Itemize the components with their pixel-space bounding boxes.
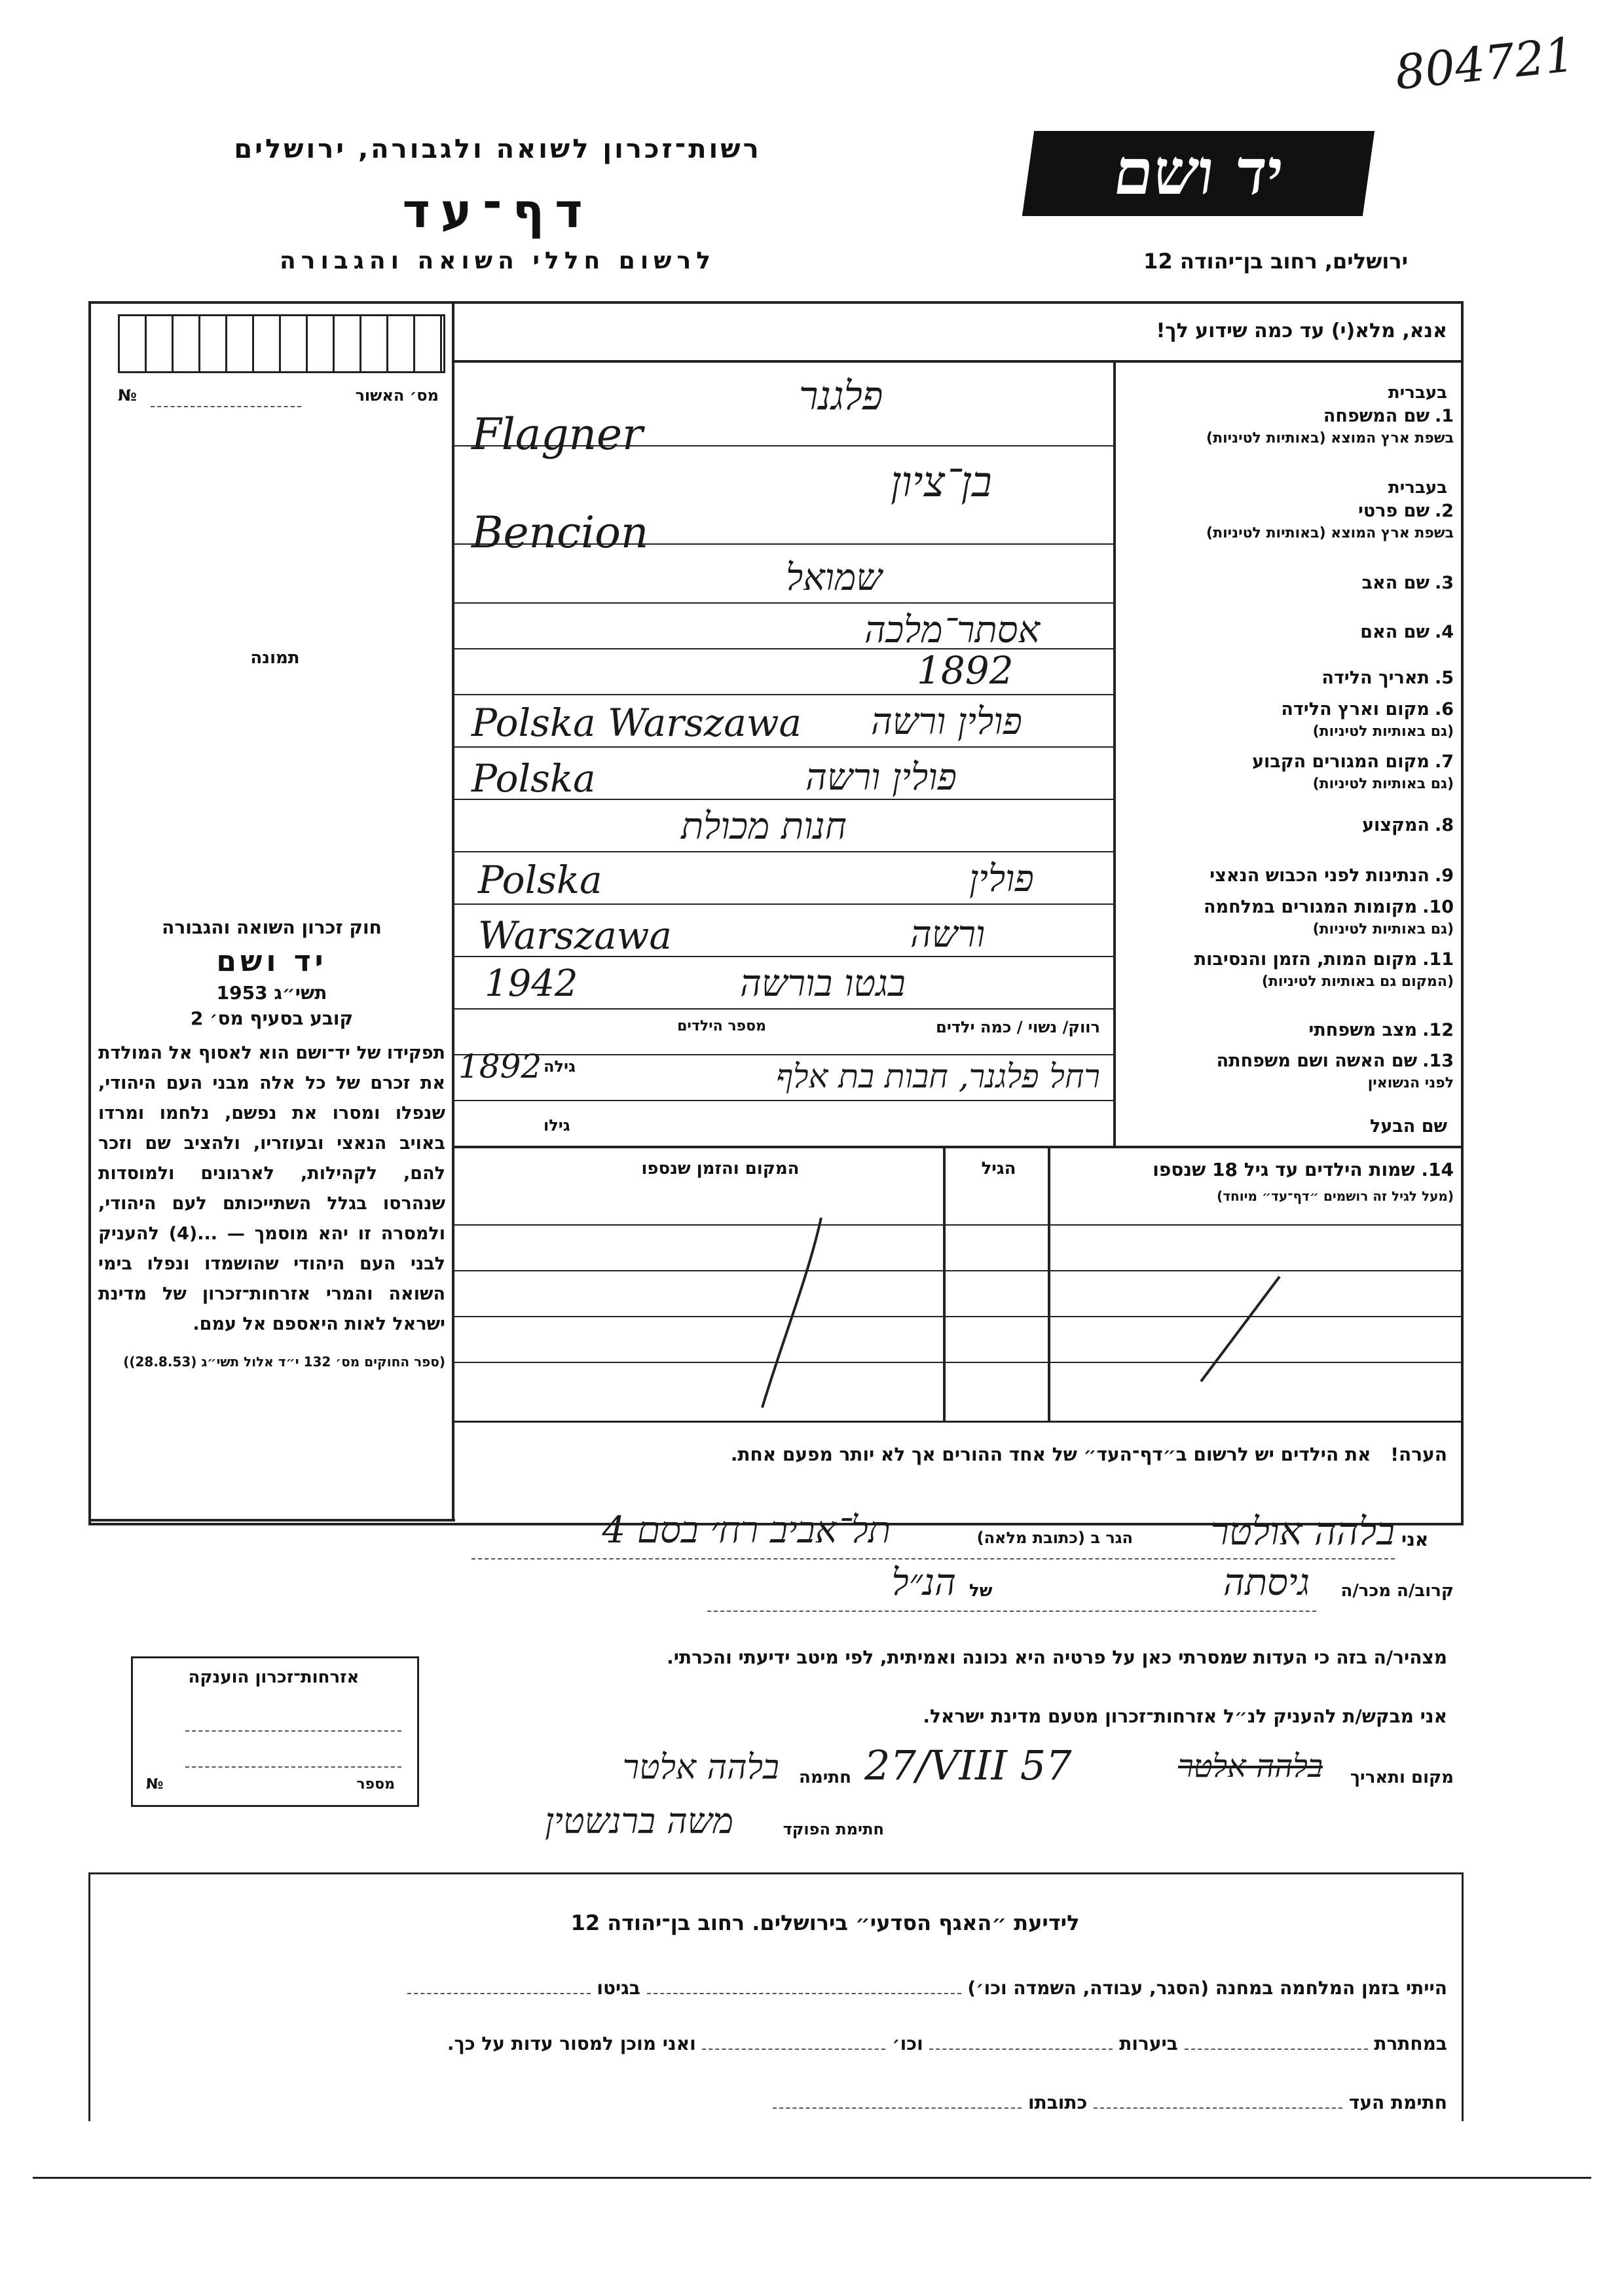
photo-label: תמונה: [250, 648, 300, 668]
law-name: יד ושם: [216, 945, 327, 978]
citizenship-number-label: מספר: [356, 1776, 395, 1793]
officer-label: חתימת הפוקד: [783, 1820, 884, 1838]
field-2-heb-tag: בעברית: [1388, 478, 1447, 498]
field-9-value-lat[interactable]: Polska: [478, 858, 602, 902]
left-column-divider: [452, 301, 454, 1146]
field-7-value-lat[interactable]: Polska: [471, 756, 596, 801]
reference-number: 804721: [1392, 26, 1578, 101]
bottom-line2: במחתרת ביערות וכו׳ ואני מוכן למסור עדות על כך.: [447, 2033, 1447, 2054]
form-title: דף־עד: [402, 183, 593, 238]
field-2-value-lat[interactable]: Bencion: [471, 507, 649, 558]
request-text: אני מבקש/ת להעניק לנ״ל אזרחות־זכרון מטעם מדינת ישראל.: [923, 1705, 1447, 1727]
approval-no-sign: №: [118, 386, 137, 405]
header-address: ירושלים, רחוב בן־יהודה 12: [1143, 249, 1408, 274]
place-date-label: מקום ותאריך: [1350, 1768, 1454, 1787]
field-1-value-lat[interactable]: Flagner: [471, 409, 643, 460]
remark: [458, 1444, 1447, 1465]
field-3-value[interactable]: שמואל: [786, 556, 882, 599]
left-column-bottom: [88, 1519, 455, 1522]
of-label: של: [969, 1581, 993, 1601]
children-col-age: הגיל: [981, 1159, 1016, 1178]
labels-divider: [1113, 360, 1116, 1146]
relation-label: קרוב/ה מכר/ה: [1340, 1581, 1454, 1601]
field-13-age-value[interactable]: 1892: [458, 1048, 542, 1085]
approval-label: מס׳ האשור: [355, 386, 439, 405]
field-7-value-heb[interactable]: פולין ורשה: [805, 756, 957, 799]
field-13-age-label: גילה: [544, 1057, 576, 1076]
field-6-value-lat[interactable]: Polska Warszawa: [471, 701, 802, 745]
field-9-label: 9.הנתינות לפני הכבוש הנאצי: [1209, 866, 1454, 886]
field-4-value[interactable]: אסתר־מלכה: [864, 609, 1041, 651]
husband-age-label: גילו: [544, 1116, 570, 1135]
law-clause: קובע בסעיף מס׳ 2: [190, 1008, 354, 1029]
field-10-label: 10.מקומות המגורים במלחמה (גם באותיות לטיניות): [1204, 897, 1454, 938]
field-2-label: 2.שם פרטי בשפת ארץ המוצא (באותיות לטיניות): [1206, 501, 1454, 541]
citizenship-box: [131, 1656, 419, 1807]
field-12-label: 12.מצב משפחתי: [1308, 1020, 1454, 1040]
bottom-line1: הייתי בזמן המלחמה במחנה (הסגר, עבודה, השמדה וכו׳) בגיטו: [105, 1977, 1447, 1999]
declarant-name[interactable]: בלהה אולטר: [1210, 1509, 1395, 1554]
field-6-value-heb[interactable]: פולין ורשה: [871, 701, 1022, 743]
instruction: אנא, מלא(י) עד כמה שידוע לך!: [1156, 319, 1447, 342]
law-year-heb: תשי״ג: [274, 982, 327, 1004]
field-9-value-heb[interactable]: פולין: [969, 858, 1034, 900]
law-body: תפקידו של יד־ושם הוא לאסוף אל המולדת את זכרם של כל אלה מבני העם היהודי, שנפלו ומסרו את נפשם, נלחמו ומרדו באויב הנאצי ובעוזריו, ולהציב שם וזכר להם, לקהילות, לארגונים ולמוסדות שנהרסו בגלל השתייכותם לעם היהודי, ולמסרה זו יהא מוסמך — ...(4) להעניק לבני העם היהודי שהושמדו ונפלו בימי השואה והמרי אזרחות־זכרון של מדינת ישראל לאות היאספם אל עמם.: [98, 1043, 446, 1334]
citizenship-title: אזרחות־זכרון הוענקה: [188, 1667, 360, 1687]
relation-value[interactable]: גיסתה: [1223, 1561, 1310, 1604]
bottom-title: לידיעת ״האגף הסדעי״ בירושלים. רחוב בן־יהודה 12: [570, 1910, 1080, 1935]
logo-text: יד ושם: [1109, 135, 1288, 209]
signature-value[interactable]: בלהה אלטר: [622, 1748, 779, 1787]
yad-vashem-logo: [1022, 131, 1375, 216]
declarant-ani: אני: [1401, 1529, 1429, 1550]
field-5-label: 5.תאריך הלידה: [1321, 668, 1454, 688]
officer-value[interactable]: משה ברנשטין: [545, 1800, 733, 1842]
field-11-label: 11.מקום המות, הזמן והנסיבות (המקום גם באותיות לטיניות): [1194, 949, 1454, 990]
law-box: [98, 917, 445, 1370]
place-date-value[interactable]: 27/VIII 57: [864, 1741, 1072, 1789]
field-7-label: 7.מקום המגורים הקבוע (גם באותיות לטיניות): [1252, 752, 1454, 792]
law-title: חוק זכרון השואה והגבורה: [162, 917, 382, 938]
field-4-label: 4.שם האם: [1360, 622, 1454, 642]
declarant-lives-at: הגר ב (כתובת מלאה): [976, 1529, 1133, 1547]
field-12-options[interactable]: רווק/ נשוי / כמה ילדים: [936, 1018, 1100, 1036]
field-5-value[interactable]: 1892: [917, 648, 1014, 693]
field-11-value-year[interactable]: 1942: [485, 962, 578, 1005]
field-11-value-heb[interactable]: בגטו בורשה: [740, 962, 906, 1005]
law-source: (ספר החוקים מס׳ 132 י״ד אלול תשי״ג (28.8.53)): [123, 1354, 445, 1370]
field-2-value-heb[interactable]: בן־ציון: [891, 458, 992, 507]
declarant-signature[interactable]: בלהה אלטר: [1178, 1748, 1323, 1785]
field-1-label: 1.שם המשפחה בשפת ארץ המוצא (באותיות לטיניות): [1206, 406, 1454, 446]
remark-text: את הילדים יש לרשום ב״דף־העד״ של אחד ההורים אך לא יותר מפעם אחת.: [730, 1444, 1371, 1465]
field-10-value-heb[interactable]: ורשה: [910, 913, 986, 956]
field-6-label: 6.מקום וארץ הלידה (גם באותיות לטיניות): [1281, 699, 1454, 740]
field-8-value[interactable]: חנות מכולת: [681, 805, 847, 848]
field-8-label: 8.המקצוע: [1362, 815, 1454, 835]
children-title: 14. שמות הילדים עד גיל 18 שנספו: [1153, 1159, 1454, 1180]
law-year: 1953: [216, 982, 268, 1004]
form-subtitle: לרשום חללי השואה והגבורה: [280, 247, 716, 274]
husband-label: שם הבעל: [1369, 1116, 1447, 1137]
of-value[interactable]: הנ״ל: [891, 1561, 956, 1604]
field-13-value[interactable]: רחל פלגנר, חבות בת אלף: [776, 1057, 1100, 1095]
approval-grid[interactable]: [118, 314, 445, 373]
declarant-address[interactable]: תל־אביב רח׳ בסם 4: [602, 1509, 891, 1552]
authority-name: רשות־זכרון לשואה ולגבורה, ירושלים: [234, 134, 762, 164]
children-strike-lines: [454, 1146, 1464, 1421]
children-note: (מעל לגיל זה רושמים ״דף־עד״ מיוחד): [1217, 1188, 1454, 1204]
field-1-value-heb[interactable]: פלגנר: [799, 373, 883, 419]
field-3-label: 3.שם האב: [1361, 573, 1454, 593]
signature-label: חתימה: [799, 1768, 851, 1787]
bottom-line3: חתימת העד כתובתו: [589, 2092, 1447, 2113]
children-col-place: המקום והזמן שנספו: [641, 1159, 800, 1178]
declaration-text: מצהיר/ה בזה כי העדות שמסרתי כאן על פרטיה היא נכונה ואמיתית, לפי מיטב ידיעתי והכרתי.: [667, 1647, 1447, 1668]
field-12-hint: מספר הילדים: [677, 1018, 766, 1034]
field-13-label: 13.שם האשה ושם משפחתה לפני הנשואין: [1216, 1051, 1454, 1091]
field-1-heb-tag: בעברית: [1388, 383, 1447, 403]
remark-label: הערה!: [1390, 1444, 1447, 1465]
field-10-value-lat[interactable]: Warszawa: [478, 913, 673, 958]
citizenship-no-sign: №: [146, 1776, 164, 1793]
